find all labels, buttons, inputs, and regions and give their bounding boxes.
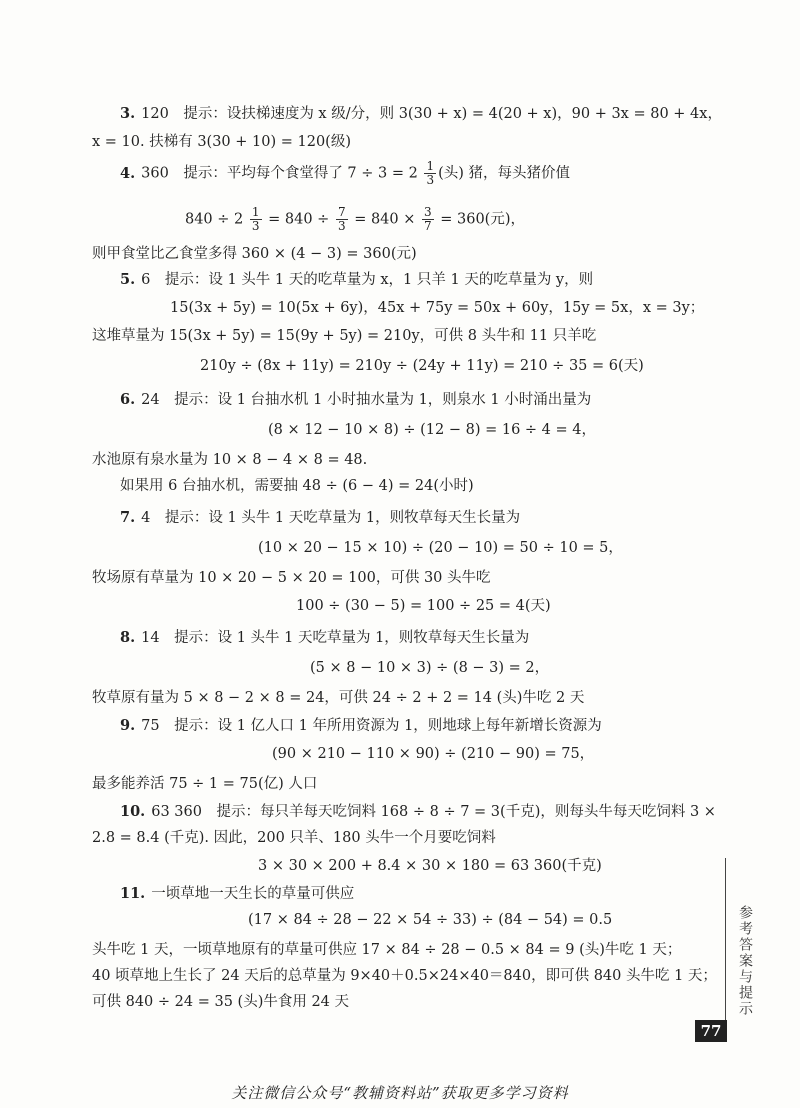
problem-6-line-2: (8 × 12 − 10 × 8) ÷ (12 − 8) = 16 ÷ 4 = 4， bbox=[268, 422, 596, 438]
problem-7-line-2: (10 × 20 − 15 × 10) ÷ (20 − 10) = 50 ÷ 10 = 5， bbox=[258, 540, 623, 556]
problem-4-formula: 840 ÷ 2 $\frac{1}{3}$ = 840 ÷ $\frac{7}{3}$ = 840 × $\frac{3}{7}$ = 360(元)， bbox=[184, 205, 525, 233]
problem-6-number: 6. bbox=[120, 391, 136, 408]
problem-9-number: 9. bbox=[120, 717, 136, 734]
problem-4-number: 4. bbox=[120, 164, 136, 182]
problem-9-line-3: 最多能养活 75 ÷ 1 = 75(亿) 人口 bbox=[92, 776, 318, 792]
problem-7-line-1: 7. 4 提示：设 1 头牛 1 天吃草量为 1，则牧草每天生长量为 bbox=[120, 509, 521, 526]
problem-10-number: 10. bbox=[120, 803, 146, 820]
problem-5-line-3: 这堆草量为 15(3x + 5y) = 15(9y + 5y) = 210y，可供 8 头牛和 11 只羊吃 bbox=[92, 328, 597, 344]
problem-10-line-1: 10. 63 360 提示：每只羊每天吃饲料 168 ÷ 8 ÷ 7 = 3(千克)，则每头牛每天吃饲料 3 × bbox=[120, 803, 716, 820]
problem-9-line-2: (90 × 210 − 110 × 90) ÷ (210 − 90) = 75， bbox=[272, 746, 595, 762]
problem-7-line-4: 100 ÷ (30 − 5) = 100 ÷ 25 = 4(天) bbox=[296, 598, 551, 614]
problem-8-line-1: 8. 14 提示：设 1 头牛 1 天吃草量为 1，则牧草每天生长量为 bbox=[120, 629, 530, 646]
problem-8-line-3: 牧草原有量为 5 × 8 − 2 × 8 = 24，可供 24 ÷ 2 + 2 = 14 (头)牛吃 2 天 bbox=[92, 690, 585, 706]
problem-7-line-3: 牧场原有草量为 10 × 20 − 5 × 20 = 100，可供 30 头牛吃 bbox=[92, 570, 491, 586]
problem-6-line-4: 如果用 6 台抽水机，需要抽 48 ÷ (6 − 4) = 24(小时) bbox=[120, 478, 474, 494]
problem-6-line-1: 6. 24 提示：设 1 台抽水机 1 小时抽水量为 1，则泉水 1 小时涌出量为 bbox=[120, 391, 592, 408]
problem-11-line-3: 头牛吃 1 天，一顷草地原有的草量可供应 17 × 84 ÷ 28 − 0.5 × 84 = 9 (头)牛吃 1 天； bbox=[92, 942, 682, 958]
problem-3-line-2: x = 10. 扶梯有 3(30 + 10) = 120(级) bbox=[92, 134, 351, 150]
problem-5-number: 5. bbox=[120, 271, 136, 288]
problem-4-line-3: 则甲食堂比乙食堂多得 360 × (4 − 3) = 360(元) bbox=[92, 246, 417, 262]
problem-9-line-1: 9. 75 提示：设 1 亿人口 1 年所用资源为 1，则地球上每年新增长资源为 bbox=[120, 717, 602, 734]
problem-11-line-2: (17 × 84 ÷ 28 − 22 × 54 ÷ 33) ÷ (84 − 54) = 0.5 bbox=[248, 912, 613, 928]
problem-7-number: 7. bbox=[120, 509, 136, 526]
problem-6-line-3: 水池原有泉水量为 10 × 8 − 4 × 8 = 48. bbox=[92, 452, 368, 468]
side-divider bbox=[725, 858, 726, 1038]
problem-8-line-2: (5 × 8 − 10 × 3) ÷ (8 − 3) = 2， bbox=[310, 660, 550, 676]
problem-3-line-1: 3. 120 提示：设扶梯速度为 x 级/分，则 3(30 + x) = 4(20 + x)，90 + 3x = 80 + 4x， bbox=[120, 105, 722, 122]
problem-11-line-4: 40 顷草地上生长了 24 天后的总草量为 9×40＋0.5×24×40＝840，即可供 840 头牛吃 1 天； bbox=[92, 968, 717, 984]
problem-11-line-5: 可供 840 ÷ 24 = 35 (头)牛食用 24 天 bbox=[92, 994, 350, 1010]
problem-8-number: 8. bbox=[120, 629, 136, 646]
problem-5-line-1: 5. 6 提示：设 1 头牛 1 天的吃草量为 x，1 只羊 1 天的吃草量为 y，则 bbox=[120, 271, 594, 288]
problem-5-line-2: 15(3x + 5y) = 10(5x + 6y)，45x + 75y = 50x + 60y，15y = 5x，x = 3y； bbox=[170, 300, 705, 316]
problem-10-line-3: 3 × 30 × 200 + 8.4 × 30 × 180 = 63 360(千克) bbox=[258, 858, 602, 874]
page-number: 77 bbox=[695, 1020, 727, 1042]
problem-10-line-2: 2.8 = 8.4 (千克). 因此，200 只羊、180 头牛一个月要吃饲料 bbox=[92, 830, 496, 846]
problem-4-line-1: 4. 360 提示：平均每个食堂得了 7 ÷ 3 = 2 $\frac{1}{3}$ (头) 猪，每头猪价值 bbox=[120, 159, 571, 187]
problem-11-line-1: 11. 一顷草地一天生长的草量可供应 bbox=[120, 885, 355, 902]
section-side-label: 参考答案与提示 bbox=[737, 905, 753, 1017]
fraction-one-third: $\frac{1}{3}$ bbox=[426, 159, 435, 187]
problem-5-line-4: 210y ÷ (8x + 11y) = 210y ÷ (24y + 11y) = 210 ÷ 35 = 6(天) bbox=[200, 358, 644, 374]
problem-3-number: 3. bbox=[120, 105, 136, 122]
problem-11-number: 11. bbox=[120, 885, 146, 902]
footer-watermark: 关注微信公众号“教辅资料站”获取更多学习资料 bbox=[231, 1084, 569, 1102]
